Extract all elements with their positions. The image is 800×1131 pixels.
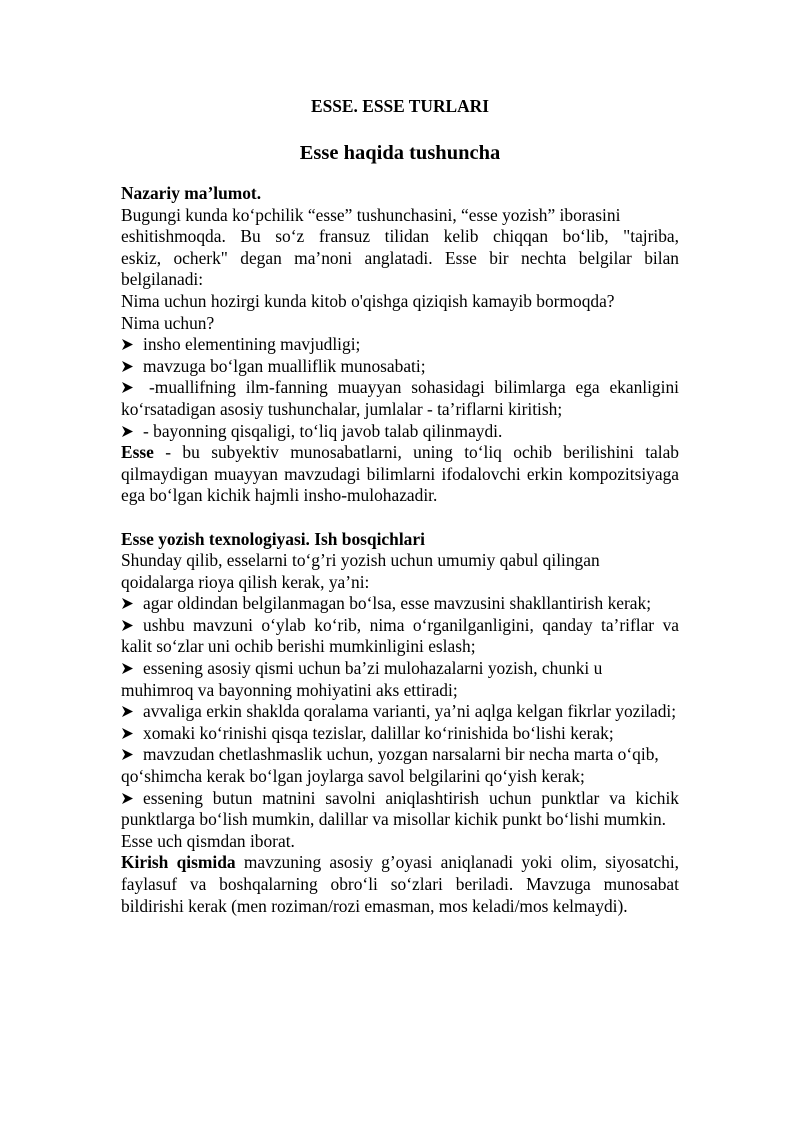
list-item-text: essening asosiy qismi uchun ba’zi mulohazalarni yozish, chunki u muhimroq va bayonning mohiyatini aks ettiradi; [121, 658, 603, 700]
intro-part-term: Kirish qismida [121, 852, 236, 873]
document-page [121, 96, 679, 917]
section-heading-theory: Nazariy ma’lumot. [121, 183, 262, 203]
section-heading-technology: Esse yozish texnologiyasi. Ish bosqichlari [121, 528, 425, 549]
list-item [121, 788, 679, 831]
list-item [121, 334, 679, 356]
list-item-text: xomaki ko‘rinishi qisqa tezislar, dalillar ko‘rinishida bo‘lishi kerak; [143, 722, 614, 743]
list-item-text: avvaliga erkin shaklda qoralama varianti, ya’ni aqlga kelgan fikrlar yoziladi; [143, 701, 677, 722]
list-item-text: insho elementining mavjudligi; [143, 334, 361, 355]
list-item [121, 615, 679, 658]
paragraph: Esse uch qismdan iborat. [121, 830, 295, 851]
arrowhead-bullet-icon [121, 334, 135, 356]
list-item [121, 744, 679, 766]
list-item [121, 723, 679, 745]
arrowhead-bullet-icon [121, 788, 135, 810]
list-item-text: essening butun matnini savolni aniqlashtirish uchun punktlar va kichik punktlarga bo‘lish mumkin, dalillar va misollar kichik punkt bo‘lishi mumkin. [121, 787, 679, 830]
arrowhead-bullet-icon [121, 421, 135, 443]
continuation-line: qo‘shimcha kerak bo‘lgan joylarga savol belgilarini qo‘yish kerak; [121, 766, 585, 787]
document-subtitle: Esse haqida tushuncha [299, 142, 501, 164]
list-item [121, 377, 679, 420]
list-item-text: -muallifning ilm-fanning muayyan sohasidagi bilimlarga ega ekanligini ko‘rsatadigan asosiy tushunchalar, jumlalar - ta’riflarni kiritish; [121, 377, 679, 419]
paragraph-line: belgilanadi: [121, 269, 204, 290]
definition-term: Esse [121, 442, 154, 463]
list-item [121, 421, 679, 443]
arrowhead-bullet-icon [121, 356, 135, 378]
list-item [121, 356, 679, 378]
list-item-text: ushbu mavzuni o‘ylab ko‘rib, nima o‘rganilganligini, qanday ta’riflar va kalit so‘zlar uni ochib berishi mumkinligini eslash; [121, 614, 679, 657]
arrowhead-bullet-icon [121, 615, 135, 637]
list-item [121, 701, 679, 723]
definition-paragraph [121, 442, 679, 507]
arrowhead-bullet-icon [121, 593, 135, 615]
arrowhead-bullet-icon [121, 658, 135, 680]
arrowhead-bullet-icon [121, 723, 135, 745]
arrowhead-bullet-icon [121, 701, 135, 723]
list-item [121, 593, 679, 615]
list-item-text: mavzuga bo‘lgan mualliflik munosabati; [143, 355, 426, 376]
question-line: Nima uchun? [121, 312, 215, 333]
list-item-text: - bayonning qisqaligi, to‘liq javob talab qilinmaydi. [143, 420, 503, 441]
list-item-text: agar oldindan belgilanmagan bo‘lsa, esse mavzusini shakllantirish kerak; [143, 593, 652, 614]
document-title: ESSE. ESSE TURLARI [310, 96, 490, 116]
list-item [121, 658, 646, 701]
paragraph-line: eskiz, ocherk" degan ma’noni anglatadi. Esse bir nechta belgilar bilan [121, 247, 679, 268]
definition-text: - bu subyektiv munosabatlarni, uning to‘liq ochib berilishini talab qilmaydigan muayyan mavzudagi bilimlarni ifodalovchi erkin kompozitsiyaga ega bo‘lgan kichik hajmli insho-mulohazadir. [121, 442, 679, 506]
paragraph-line: Bugungi kunda ko‘pchilik “esse” tushunchasini, “esse yozish” iborasini [121, 204, 621, 225]
list-item-text: mavzudan chetlashmaslik uchun, yozgan narsalarni bir necha marta o‘qib, [143, 744, 659, 765]
arrowhead-bullet-icon [121, 377, 135, 399]
paragraph: Shunday qilib, esselarni to‘g’ri yozish uchun umumiy qabul qilingan qoidalarga rioya qilish kerak, ya’ni: [121, 550, 600, 592]
arrowhead-bullet-icon [121, 744, 135, 766]
intro-part-text: mavzuning asosiy g’oyasi aniqlanadi yoki olim, siyosatchi, faylasuf va boshqalarning obro‘li so‘zlari beriladi. Mavzuga munosabat bildirishi kerak (men roziman/rozi emasman, mos keladi/mos kelmaydi). [121, 852, 679, 916]
intro-part-paragraph [121, 852, 679, 917]
question-line: Nima uchun hozirgi kunda kitob o'qishga qiziqish kamayib bormoqda? [121, 290, 615, 311]
paragraph-line: eshitishmoqda. Bu so‘z fransuz tilidan kelib chiqqan bo‘lib, "tajriba, [121, 226, 679, 247]
